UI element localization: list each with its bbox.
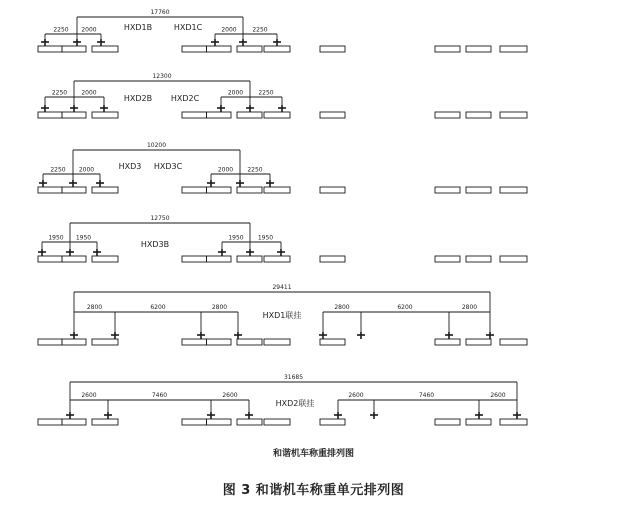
- weighing-rail: [237, 339, 262, 345]
- weighing-rail: [466, 46, 491, 52]
- weighing-rail: [207, 256, 232, 262]
- weighing-rail: [38, 112, 62, 118]
- weighing-rail: [207, 339, 232, 345]
- hxd2-coupled-right-dim-label: 7460: [418, 392, 435, 399]
- weighing-rail: [207, 112, 232, 118]
- weighing-rail: [182, 419, 207, 425]
- weighing-rail: [92, 46, 118, 52]
- weighing-rail: [38, 256, 62, 262]
- hxd3-type-label: HXD3: [118, 162, 142, 171]
- hxd2-coupled-type-label: HXD2联挂: [275, 399, 315, 408]
- weighing-rail: [62, 112, 86, 118]
- weighing-rail: [264, 46, 290, 52]
- sub-caption: 和谐机车称重排列图: [272, 449, 354, 459]
- hxd3b-right-dim-label: 1950: [228, 234, 244, 242]
- hxd2-coupled-total-label: 31685: [283, 374, 304, 381]
- hxd2-type-label: HXD2B: [123, 94, 153, 103]
- weighing-rail: [264, 112, 290, 118]
- hxd3-right-dim-label: 2000: [217, 166, 234, 174]
- wheel-structures: [38, 17, 521, 419]
- hxd3-total-label: 10200: [146, 142, 167, 149]
- weighing-rail: [237, 46, 262, 52]
- weighing-rail: [466, 112, 491, 118]
- weighing-rail: [264, 339, 290, 345]
- weighing-rail: [62, 339, 86, 345]
- weighing-rail: [62, 187, 86, 193]
- weighing-rail: [62, 46, 86, 52]
- hxd2-type-label: HXD2C: [170, 94, 200, 103]
- hxd3b-total-label: 12750: [150, 215, 170, 222]
- weighing-rail: [435, 256, 460, 262]
- hxd3-left-dim-label: 2000: [78, 166, 95, 174]
- hxd3b-left-dim-label: 1950: [75, 234, 92, 242]
- hxd1-left-dim-label: 2000: [81, 26, 97, 34]
- weighing-rail: [320, 112, 345, 118]
- weighing-rail: [320, 256, 345, 262]
- weighing-rail: [92, 256, 118, 262]
- hxd3b-left-dim-label: 1950: [48, 234, 64, 242]
- weighing-rail: [500, 256, 527, 262]
- hxd1-total-label: 17760: [150, 9, 170, 16]
- weighing-rail: [320, 46, 345, 52]
- weighing-rail: [320, 419, 345, 425]
- weighing-rail: [500, 339, 527, 345]
- weighing-rail: [207, 419, 232, 425]
- weighing-rail: [264, 256, 290, 262]
- weighing-rail: [38, 46, 62, 52]
- hxd1-type-label: HXD1B: [123, 23, 153, 32]
- hxd1-coupled-right-dim-label: 2800: [334, 304, 350, 311]
- hxd1-coupled-left-dim-label: 6200: [150, 304, 166, 311]
- weighing-rail: [466, 419, 491, 425]
- weighing-rail: [92, 112, 118, 118]
- hxd2-coupled-right-dim-label: 2600: [490, 392, 506, 399]
- hxd1-coupled-right-dim-label: 6200: [397, 304, 413, 311]
- weighing-rail: [182, 339, 207, 345]
- weighing-rail: [435, 339, 460, 345]
- hxd3-type-label: HXD3C: [153, 162, 183, 171]
- hxd1-coupled-type-label: HXD1联挂: [262, 311, 302, 320]
- weighing-rail: [500, 112, 527, 118]
- weighing-rail: [435, 46, 460, 52]
- weighing-rail: [237, 187, 262, 193]
- hxd1-type-label: HXD1C: [173, 23, 203, 32]
- hxd2-coupled-left-dim-label: 2600: [81, 392, 97, 399]
- weighing-rail: [182, 112, 207, 118]
- hxd1-right-dim-label: 2000: [221, 26, 237, 34]
- hxd1-coupled-left-dim-label: 2800: [86, 304, 103, 311]
- weighing-rail: [62, 256, 86, 262]
- weighing-rail: [466, 256, 491, 262]
- weighing-rail: [182, 46, 207, 52]
- hxd2-right-dim-label: 2250: [258, 89, 274, 97]
- weighing-rail: [207, 46, 232, 52]
- weighing-rail: [207, 187, 232, 193]
- hxd2-left-dim-label: 2250: [51, 89, 68, 97]
- weighing-rail: [38, 419, 62, 425]
- hxd1-coupled-right-dim-label: 2800: [461, 304, 478, 311]
- weighing-rail: [92, 187, 118, 193]
- weighing-rail: [38, 187, 62, 193]
- hxd2-right-dim-label: 2000: [227, 89, 244, 97]
- hxd1-right-dim-label: 2250: [252, 26, 268, 34]
- hxd3-left-dim-label: 2250: [50, 166, 66, 174]
- weighing-rail: [500, 187, 527, 193]
- weighing-rail: [182, 256, 207, 262]
- weighing-rail: [435, 187, 460, 193]
- hxd1-left-dim-label: 2250: [53, 26, 69, 34]
- weighing-rail: [92, 339, 118, 345]
- weighing-rail: [435, 112, 460, 118]
- weighing-rail: [264, 419, 290, 425]
- hxd1-coupled-total-label: 29411: [272, 284, 292, 291]
- weighing-rail: [466, 187, 491, 193]
- hxd2-total-label: 12300: [152, 73, 172, 80]
- weighing-rail: [237, 256, 262, 262]
- hxd2-coupled-left-dim-label: 2600: [222, 392, 238, 399]
- weighing-rail: [500, 419, 527, 425]
- weighing-rail: [182, 187, 207, 193]
- weighing-rail: [320, 339, 345, 345]
- figure-caption: 图 3 和谐机车称重单元排列图: [222, 483, 405, 498]
- hxd2-left-dim-label: 2000: [81, 89, 97, 97]
- hxd3-right-dim-label: 2250: [247, 166, 263, 174]
- weighing-rail: [500, 46, 527, 52]
- weighing-rail: [320, 187, 345, 193]
- weighing-rail: [62, 419, 86, 425]
- weighing-rail: [435, 419, 460, 425]
- weighing-rail: [264, 187, 290, 193]
- hxd3b-type-label: HXD3B: [140, 240, 170, 249]
- hxd1-coupled-left-dim-label: 2800: [211, 304, 228, 311]
- weighing-rail: [38, 339, 62, 345]
- dimension-labels: [48, 9, 505, 408]
- weighing-rail: [92, 419, 118, 425]
- weighing-rail: [237, 112, 262, 118]
- weighing-rail: [237, 419, 262, 425]
- weighing-rail: [466, 339, 491, 345]
- hxd2-coupled-right-dim-label: 2600: [348, 392, 364, 399]
- hxd2-coupled-left-dim-label: 7460: [151, 392, 168, 399]
- weighing-rails: [38, 46, 527, 425]
- hxd3b-right-dim-label: 1950: [257, 234, 274, 242]
